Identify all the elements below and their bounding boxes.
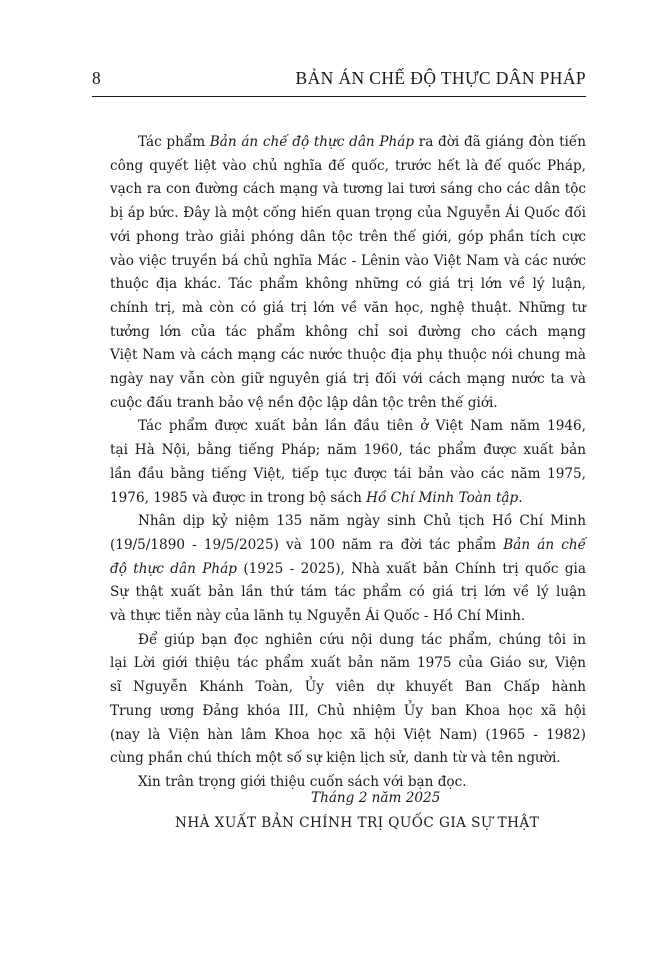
italic-title: Bản án chế độ thực dân Pháp [209, 134, 415, 150]
text-line [110, 558, 586, 582]
header-divider [92, 96, 586, 97]
text-line: Xin trân trọng giới thiệu cuốn sách với bạn đọc. [138, 773, 467, 790]
text-line: tại Hà Nội, bằng tiếng Pháp; năm 1960, tác phẩm được xuất bản [110, 442, 586, 459]
text-line: Việt Nam và cách mạng các nước thuộc địa phụ thuộc nói chung mà [110, 347, 586, 364]
running-title: BẢN ÁN CHẾ ĐỘ THỰC DÂN PHÁP [295, 68, 586, 88]
text-line: ngày nay vẫn còn giữ nguyên giá trị đối với cách mạng nước ta và [110, 371, 586, 388]
text-line: Trung ương Đảng khóa III, Chủ nhiệm Ủy ban Khoa học xã hội [110, 702, 586, 719]
text-segment: Tác phẩm [138, 134, 210, 150]
italic-title: độ thực dân Pháp [110, 560, 237, 577]
text-segment: . [518, 489, 523, 506]
signature-date: Tháng 2 năm 2025 [311, 790, 441, 806]
text-line: Sự thật xuất bản lần thứ tám tác phẩm có giá trị lớn về lý luận [110, 584, 586, 601]
paragraph [110, 131, 586, 415]
text-line: công quyết liệt vào chủ nghĩa đế quốc, trước hết là đế quốc Pháp, [110, 157, 586, 174]
paragraph [110, 629, 586, 771]
text-line: (nay là Viện hàn lâm Khoa học xã hội Việt Nam) (1965 - 1982) [110, 726, 586, 743]
text-segment: (1925 - 2025), Nhà xuất bản Chính trị quốc gia [236, 560, 586, 577]
text-line: Nhân dịp kỷ niệm 135 năm ngày sinh Chủ tịch Hồ Chí Minh [138, 513, 586, 530]
paragraph [110, 510, 586, 629]
text-line: sĩ Nguyễn Khánh Toàn, Ủy viên dự khuyết Ban Chấp hành [110, 679, 586, 696]
text-line: bị áp bức. Đây là một cống hiến quan trọng của Nguyễn Ái Quốc đối [110, 205, 586, 222]
text-line: Tác phẩm được xuất bản lần đầu tiên ở Việt Nam năm 1946, [138, 418, 586, 435]
text-segment: 1976, 1985 và được in trong bộ sách [110, 489, 367, 506]
text-line: cuộc đấu tranh bảo vệ nền độc lập dân tộc trên thế giới. [110, 394, 498, 411]
text-line: thuộc địa khác. Tác phẩm không những có giá trị lớn về lý luận, [110, 276, 586, 293]
italic-title: Bản án chế [503, 536, 586, 553]
publisher-signature: NHÀ XUẤT BẢN CHÍNH TRỊ QUỐC GIA SỰ THẬT [175, 815, 540, 831]
text-line: và thực tiễn này của lãnh tụ Nguyễn Ái Quốc - Hồ Chí Minh. [110, 608, 526, 625]
text-line [110, 487, 586, 511]
paragraph [110, 415, 586, 510]
text-line: với phong trào giải phóng dân tộc trên thế giới, góp phần tích cực [110, 228, 586, 245]
page-number: 8 [92, 68, 101, 88]
text-line: lần đầu bằng tiếng Việt, tiếp tục được tái bản vào các năm 1975, [110, 465, 586, 482]
text-segment: (19/5/1890 - 19/5/2025) và 100 năm ra đời tác phẩm [110, 536, 504, 553]
text-line: chính trị, mà còn có giá trị lớn về văn học, nghệ thuật. Những tư [110, 299, 586, 316]
text-line: vạch ra con đường cách mạng và tương lai tươi sáng cho các dân tộc [110, 181, 586, 198]
text-segment: ra đời đã giáng đòn tiến [414, 134, 587, 150]
text-line [110, 534, 586, 558]
italic-title: Hồ Chí Minh Toàn tập [366, 489, 519, 506]
text-line: cùng phần chú thích một số sự kiện lịch sử, danh từ và tên người. [110, 750, 561, 767]
text-line: vào việc truyền bá chủ nghĩa Mác - Lênin vào Việt Nam và các nước [110, 252, 586, 269]
body-text [110, 131, 586, 795]
page-header [92, 68, 586, 90]
text-line: lại Lời giới thiệu tác phẩm xuất bản năm 1975 của Giáo sư, Viện [110, 655, 586, 672]
text-line [110, 131, 586, 155]
text-line: tưởng lớn của tác phẩm không chỉ soi đường cho cách mạng [110, 323, 586, 340]
text-line: Để giúp bạn đọc nghiên cứu nội dung tác phẩm, chúng tôi in [138, 631, 586, 648]
